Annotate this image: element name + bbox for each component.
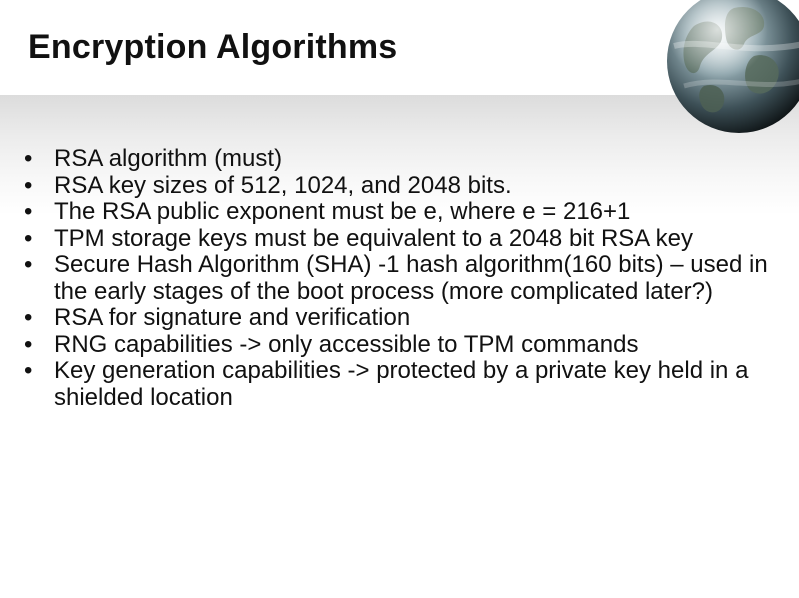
slide-title: Encryption Algorithms [28, 28, 398, 66]
bullet-text: RSA algorithm (must) [54, 145, 283, 172]
bullet-marker: • [24, 171, 33, 199]
bullet-marker: • [24, 357, 33, 384]
bullet-item [24, 173, 784, 200]
bullet-item [24, 332, 784, 359]
bullet-marker: • [24, 330, 33, 358]
bullet-text: RSA key sizes of 512, 1024, and 2048 bits. [54, 171, 512, 199]
bullet-item [24, 358, 784, 411]
bullet-item [24, 199, 784, 226]
bullet-item [24, 146, 784, 173]
bullet-text: Key generation capabilities -> protected by a private key held in a shielded location [54, 357, 749, 411]
bullet-item [24, 305, 784, 332]
bullet-text: The RSA public exponent must be e, where e = 216+1 [54, 198, 631, 225]
bullet-marker: • [24, 304, 33, 331]
bullet-marker: • [24, 145, 33, 172]
bullet-marker: • [24, 224, 33, 252]
bullet-text: Secure Hash Algorithm (SHA) -1 hash algorithm(160 bits) – used in the early stages of the boot process (more complicated later?) [54, 251, 768, 305]
bullet-text: RNG capabilities -> only accessible to TPM commands [54, 330, 639, 358]
bullet-item [24, 252, 784, 305]
bullet-text: RSA for signature and verification [54, 304, 411, 331]
globe-icon [664, 0, 799, 136]
bullet-marker: • [24, 251, 33, 278]
bullet-text: TPM storage keys must be equivalent to a 2048 bit RSA key [54, 224, 693, 252]
bullet-list [24, 146, 784, 411]
bullet-item [24, 226, 784, 253]
bullet-marker: • [24, 198, 33, 225]
